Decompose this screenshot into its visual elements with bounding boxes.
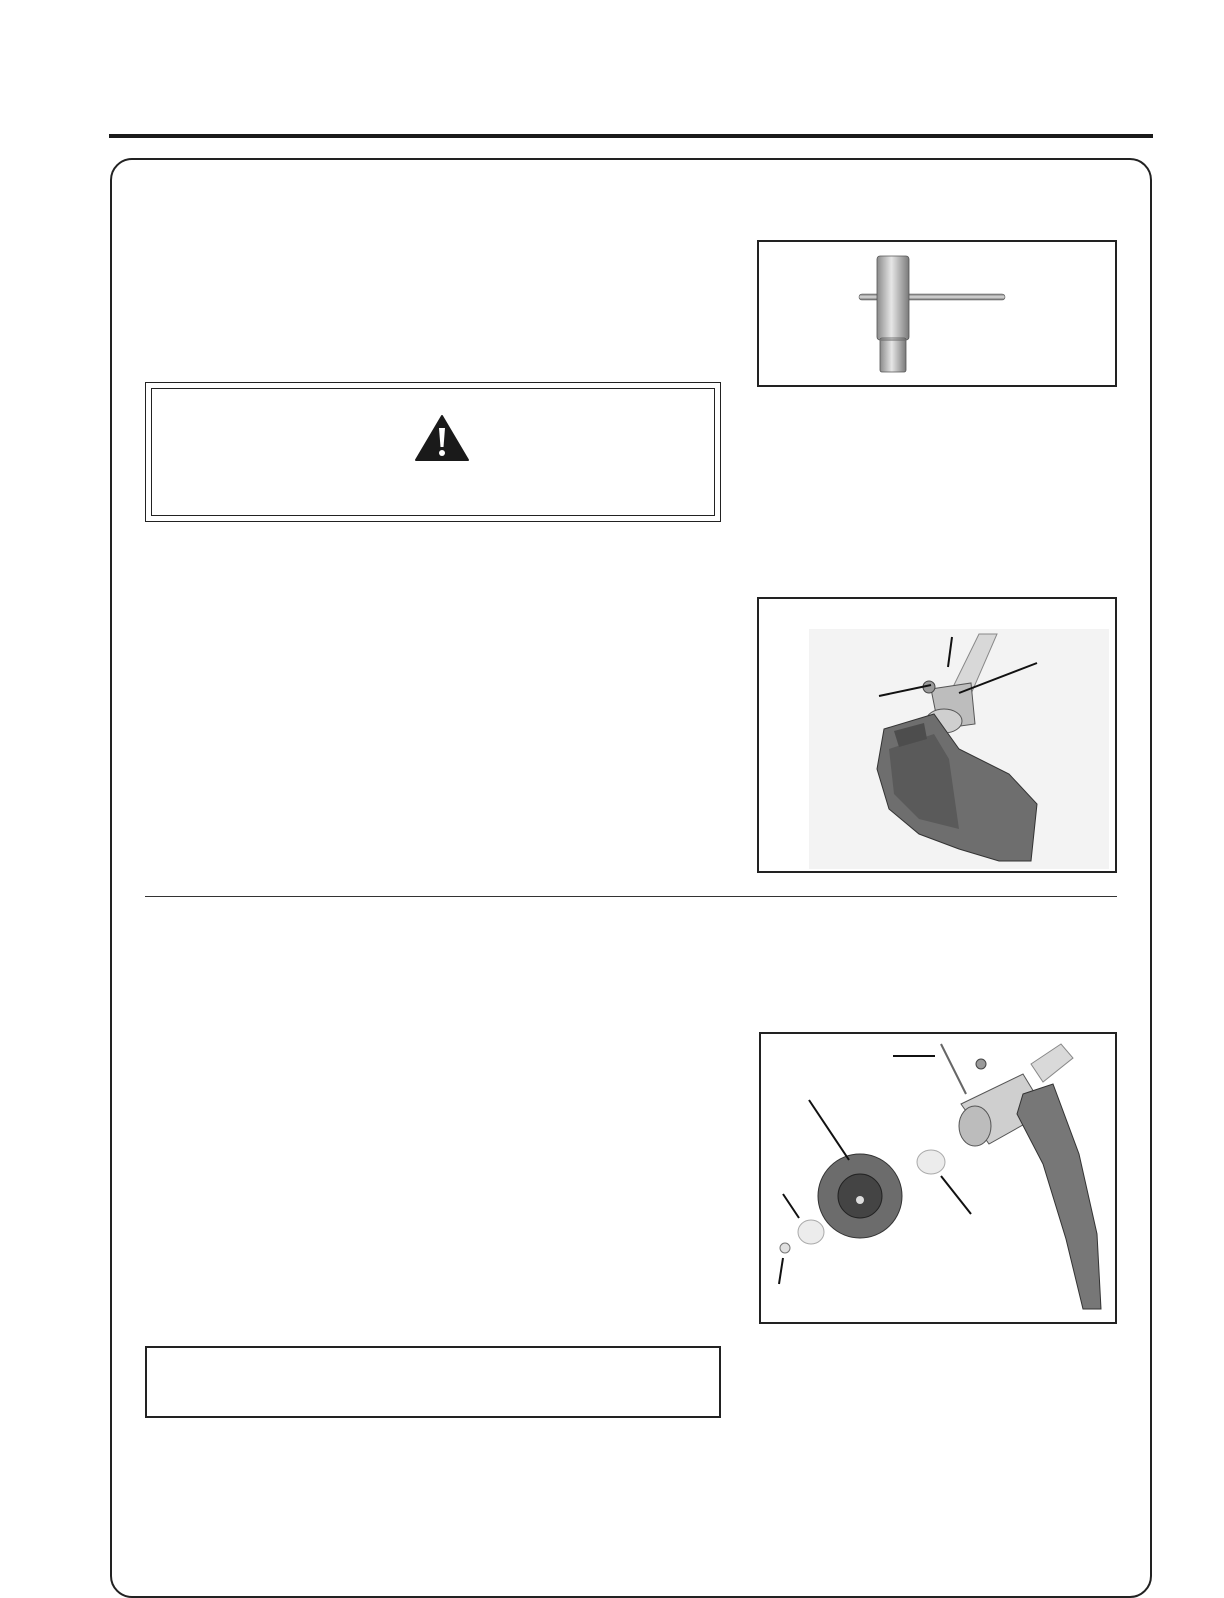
shield-figure [757, 597, 1117, 873]
spark-plug-wrench-icon [759, 242, 1115, 385]
warning-box [145, 382, 721, 522]
tool-figure [757, 240, 1117, 387]
section-divider [145, 896, 1117, 897]
note-box [145, 1346, 721, 1418]
header-rule [109, 134, 1153, 138]
warning-box-inner [151, 388, 715, 516]
warning-triangle-icon [414, 414, 470, 462]
debris-shield-assembly-icon [759, 599, 1115, 871]
trimmer-head-figure [759, 1032, 1117, 1324]
trimmer-head-exploded-icon [761, 1034, 1115, 1322]
